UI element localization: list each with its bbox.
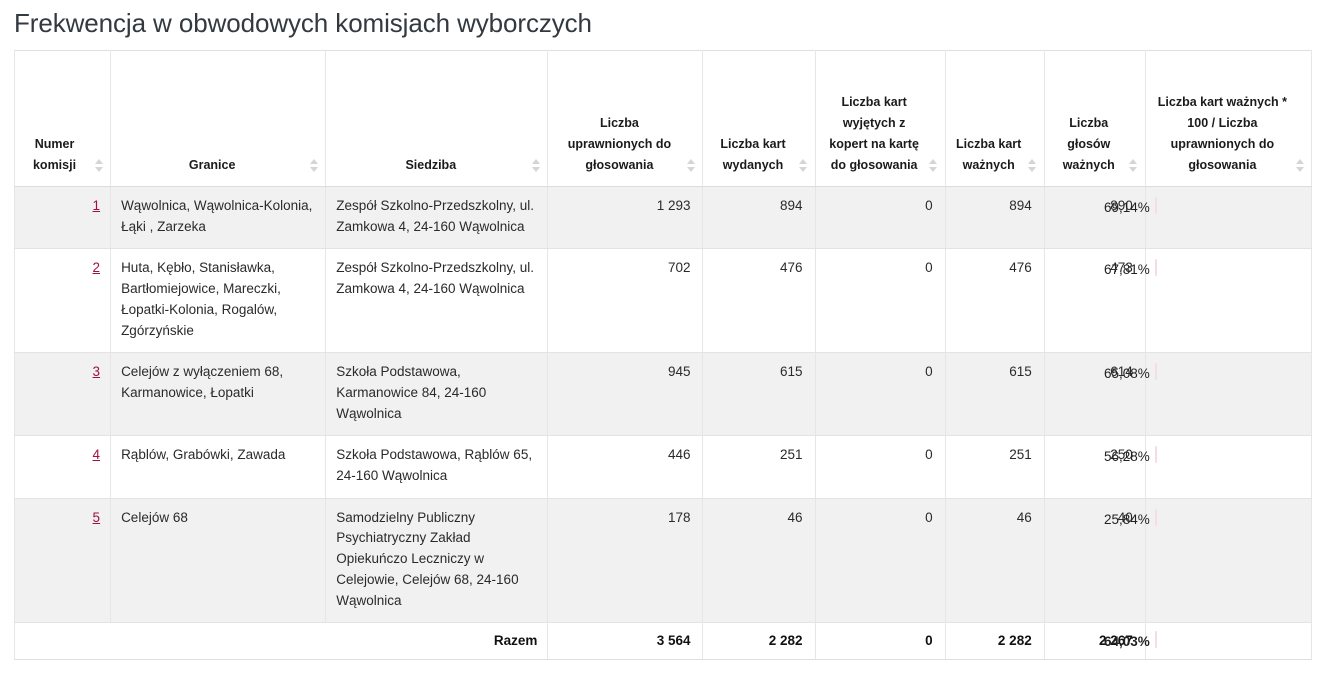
progress-bar-track (1155, 631, 1157, 648)
totals-kart-waznych: 2 282 (997, 633, 1032, 649)
column-header-label: Liczba głosów ważnych (1062, 116, 1115, 172)
frekwencja-bar-wrap (1146, 249, 1311, 290)
cell-kart-waznych (945, 353, 1044, 436)
cell-liczba-uprawnionych (548, 353, 703, 436)
table-row (15, 353, 1312, 436)
cell-kart-waznych (945, 187, 1044, 249)
glosow-waznych-value: 890 (1110, 198, 1133, 213)
sort-updown-icon[interactable] (799, 159, 808, 181)
column-header-liczba-uprawnionych[interactable] (548, 51, 703, 187)
totals-kart-wydanych: 2 282 (768, 633, 803, 649)
cell-kart-wydanych (703, 249, 815, 353)
cell-numer-komisji (15, 249, 111, 353)
column-header-granice[interactable] (111, 51, 326, 187)
kart-wydanych-value: 251 (780, 447, 803, 463)
cell-kart-z-kopert (815, 187, 945, 249)
kart-waznych-value: 251 (1009, 447, 1032, 463)
cell-glosow-waznych (1044, 436, 1145, 498)
cell-kart-wydanych (703, 436, 815, 498)
siedziba-text: Zespół Szkolno-Przedszkolny, ul. Zamkowa 4, 24-160 Wąwolnica (336, 198, 535, 234)
progress-bar-track (1155, 259, 1157, 276)
column-header-label: Granice (188, 158, 236, 172)
komisja-link[interactable]: 2 (92, 260, 101, 276)
table-header (15, 51, 1312, 187)
kart-wydanych-value: 476 (780, 260, 803, 276)
komisja-link[interactable]: 5 (92, 509, 101, 525)
kart-wydanych-value: 894 (780, 198, 803, 213)
column-header-label: Liczba kart ważnych (956, 137, 1022, 172)
cell-numer-komisji (15, 436, 111, 498)
cell-granice (111, 187, 326, 249)
kart-waznych-value: 615 (1009, 364, 1032, 380)
cell-kart-wydanych (703, 187, 815, 249)
frekwencja-bar-wrap (1146, 436, 1311, 477)
granice-text: Huta, Kębło, Stanisławka, Bartłomiejowice, Mareczki, Łopatki-Kolonia, Rogalów, Zgórzyńskie (121, 260, 281, 338)
page-title: Frekwencja w obwodowych komisjach wyborczych (14, 8, 592, 38)
totals-frekwencja-bar-wrap (1146, 623, 1311, 658)
sort-updown-icon[interactable] (309, 159, 318, 181)
column-header-label: Liczba kart wyjętych z kopert na kartę do głosowania (829, 95, 919, 172)
column-header-glosow-waznych[interactable] (1044, 51, 1145, 187)
kart-waznych-value: 894 (1009, 198, 1032, 213)
sort-updown-icon[interactable] (1129, 159, 1138, 181)
cell-kart-waznych (945, 249, 1044, 353)
cell-frekwencja (1145, 436, 1311, 498)
cell-numer-komisji (15, 187, 111, 249)
totals-kart-z-kopert-cell (815, 623, 945, 660)
kart-wydanych-value: 615 (780, 364, 803, 380)
glosow-waznych-value: 473 (1110, 260, 1133, 276)
sort-updown-icon[interactable] (1295, 159, 1304, 181)
kart-waznych-value: 46 (1016, 509, 1032, 525)
cell-granice (111, 353, 326, 436)
granice-text: Rąblów, Grabówki, Zawada (121, 447, 286, 463)
komisja-link[interactable]: 3 (92, 364, 101, 380)
table-body (15, 187, 1312, 623)
cell-frekwencja (1145, 353, 1311, 436)
totals-frekwencja-cell (1145, 623, 1311, 660)
siedziba-text: Szkoła Podstawowa, Karmanowice 84, 24-160 Wąwolnica (336, 364, 487, 421)
totals-uprawnionych: 3 564 (656, 633, 691, 649)
numer-komisji-wrap (15, 249, 110, 290)
numer-komisji-wrap (15, 353, 110, 394)
cell-siedziba (326, 187, 548, 249)
kart-z-kopert-value: 0 (925, 509, 933, 525)
glosow-waznych-value: 250 (1110, 447, 1133, 463)
totals-label: Razem (493, 633, 538, 649)
glosow-waznych-value: 40 (1117, 509, 1133, 525)
cell-siedziba (326, 353, 548, 436)
cell-numer-komisji (15, 353, 111, 436)
totals-kart-wydanych-cell (703, 623, 815, 660)
liczba-uprawnionych-value: 178 (667, 509, 691, 525)
cell-granice (111, 436, 326, 498)
totals-row (15, 623, 1312, 660)
komisja-link[interactable]: 4 (92, 447, 101, 463)
kart-z-kopert-value: 0 (925, 260, 933, 276)
cell-kart-z-kopert (815, 353, 945, 436)
column-header-kart-z-kopert[interactable] (815, 51, 945, 187)
column-header-numer-komisji[interactable] (15, 51, 111, 187)
kart-z-kopert-value: 0 (925, 198, 933, 213)
cell-kart-z-kopert (815, 498, 945, 623)
kart-z-kopert-value: 0 (925, 364, 933, 380)
liczba-uprawnionych-value: 702 (667, 260, 691, 276)
cell-frekwencja (1145, 187, 1311, 249)
progress-bar-track (1155, 509, 1157, 526)
table-container (14, 50, 1312, 660)
granice-text: Celejów 68 (121, 509, 188, 525)
komisja-link[interactable]: 1 (92, 198, 101, 213)
sort-updown-icon[interactable] (94, 159, 103, 181)
column-header-kart-wydanych[interactable] (703, 51, 815, 187)
cell-liczba-uprawnionych (548, 187, 703, 249)
siedziba-text: Szkoła Podstawowa, Rąblów 65, 24-160 Wąwolnica (336, 447, 533, 484)
kart-wydanych-value: 46 (787, 509, 803, 525)
sort-updown-icon[interactable] (531, 159, 540, 181)
totals-uprawnionych-cell (548, 623, 703, 660)
table-row (15, 187, 1312, 249)
numer-komisji-wrap (15, 436, 110, 477)
frekwencja-bar-wrap (1146, 187, 1311, 228)
cell-kart-z-kopert (815, 249, 945, 353)
cell-kart-wydanych (703, 353, 815, 436)
liczba-uprawnionych-value: 1 293 (656, 198, 691, 213)
column-header-label: Siedziba (405, 158, 457, 172)
cell-kart-waznych (945, 498, 1044, 623)
totals-kart-waznych-cell (945, 623, 1044, 660)
sort-updown-icon[interactable] (929, 159, 938, 181)
table-row (15, 249, 1312, 353)
table-header-row (15, 51, 1312, 187)
cell-frekwencja (1145, 249, 1311, 353)
cell-kart-waznych (945, 436, 1044, 498)
cell-liczba-uprawnionych (548, 498, 703, 623)
totals-kart-z-kopert: 0 (925, 633, 933, 649)
numer-komisji-wrap (15, 187, 110, 228)
granice-text: Wąwolnica, Wąwolnica-Kolonia, Łąki , Zarzeka (121, 198, 313, 234)
kart-z-kopert-value: 0 (925, 447, 933, 463)
frekwencja-table (14, 50, 1312, 660)
cell-liczba-uprawnionych (548, 436, 703, 498)
column-header-siedziba[interactable] (326, 51, 548, 187)
liczba-uprawnionych-value: 446 (667, 447, 691, 463)
cell-kart-z-kopert (815, 436, 945, 498)
column-header-label: Liczba kart ważnych * 100 / Liczba uprawnionych do głosowania (1157, 95, 1287, 172)
granice-text: Celejów z wyłączeniem 68, Karmanowice, Łopatki (121, 364, 284, 400)
table-row (15, 498, 1312, 623)
totals-glosow-waznych: 2 267 (1098, 633, 1133, 649)
siedziba-text: Zespół Szkolno-Przedszkolny, ul. Zamkowa 4, 24-160 Wąwolnica (336, 260, 535, 297)
numer-komisji-wrap (15, 499, 110, 540)
progress-bar-track (1155, 446, 1157, 463)
frekwencja-bar-wrap (1146, 353, 1311, 394)
glosow-waznych-value: 614 (1110, 364, 1133, 380)
cell-granice (111, 498, 326, 623)
cell-kart-wydanych (703, 498, 815, 623)
cell-liczba-uprawnionych (548, 249, 703, 353)
table-row (15, 436, 1312, 498)
cell-glosow-waznych (1044, 187, 1145, 249)
progress-bar-track (1155, 197, 1157, 214)
column-header-label: Numer komisji (32, 137, 77, 172)
siedziba-text: Samodzielny Publiczny Psychiatryczny Zakład Opiekuńczo Leczniczy w Celejowie, Celejów 68, 24-160 Wąwolnica (336, 509, 519, 608)
cell-siedziba (326, 436, 548, 498)
cell-granice (111, 249, 326, 353)
progress-bar-track (1155, 363, 1157, 380)
totals-label-cell (15, 623, 548, 660)
column-header-label: Liczba kart wydanych (720, 137, 786, 172)
column-header-label: Liczba uprawnionych do głosowania (567, 116, 672, 172)
sort-updown-icon[interactable] (1028, 159, 1037, 181)
column-header-kart-waznych[interactable] (945, 51, 1044, 187)
table-footer (15, 623, 1312, 660)
cell-frekwencja (1145, 498, 1311, 623)
cell-siedziba (326, 498, 548, 623)
cell-numer-komisji (15, 498, 111, 623)
liczba-uprawnionych-value: 945 (667, 364, 691, 380)
sort-updown-icon[interactable] (686, 159, 695, 181)
frekwencja-bar-wrap (1146, 499, 1311, 540)
column-header-frekwencja[interactable] (1145, 51, 1311, 187)
kart-waznych-value: 476 (1009, 260, 1032, 276)
cell-siedziba (326, 249, 548, 353)
